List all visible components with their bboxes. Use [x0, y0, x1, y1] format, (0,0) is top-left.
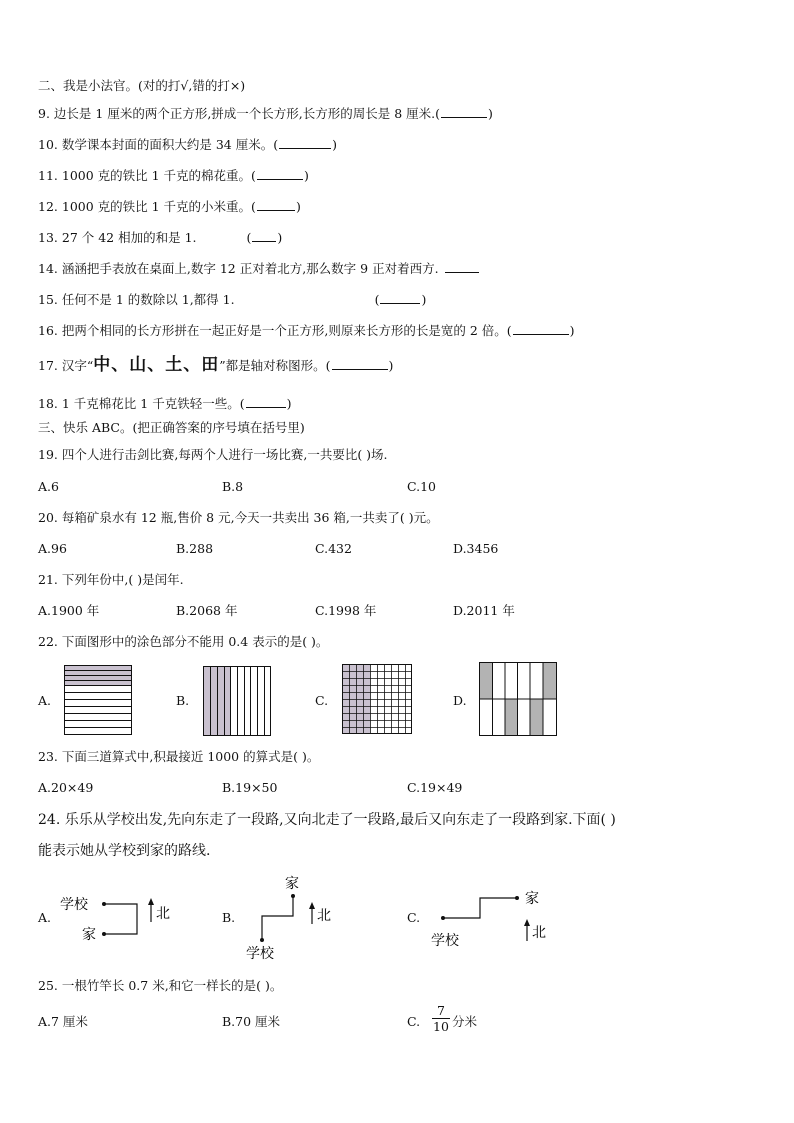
question-16 [38, 322, 575, 339]
question-number: 25. [38, 978, 58, 993]
question-text: 1 千克棉花比 1 千克铁轻一些。( [61, 396, 245, 411]
question-text: 下面图形中的涂色部分不能用 0.4 表示的是( )。 [61, 634, 329, 649]
paren-close: ) [295, 199, 301, 214]
answer-blank[interactable] [441, 105, 487, 118]
figure-d-blocks[interactable] [479, 662, 557, 736]
option-c-label[interactable]: C. [315, 693, 329, 708]
question-15 [38, 291, 426, 308]
option-a[interactable]: A.96 [38, 541, 67, 556]
paren-close: ) [286, 396, 292, 411]
option-b-label[interactable]: B. [176, 693, 190, 708]
question-24-line-2: 能表示她从学校到家的路线. [38, 843, 211, 859]
answer-blank[interactable] [513, 322, 569, 335]
question-text: 数学课本封面的面积大约是 34 厘米。( [61, 137, 279, 152]
option-a[interactable]: A.20×49 [38, 780, 94, 795]
question-22 [38, 634, 328, 650]
option-c-label: C. [407, 1014, 421, 1029]
paren-open: ( [246, 230, 252, 245]
question-text-post: ”都是轴对称图形。( [219, 358, 331, 373]
question-number: 16. [38, 323, 58, 338]
question-text-pre: 汉字“ [61, 358, 94, 373]
option-b[interactable]: B.8 [222, 479, 244, 494]
figure-a-horizontal-stripes[interactable] [64, 665, 132, 735]
question-text: 下列年份中,( )是闰年. [61, 572, 184, 587]
option-d[interactable]: D.2011 年 [453, 603, 515, 618]
question-18 [38, 395, 291, 412]
question-number: 24. [38, 812, 61, 828]
question-text: 1000 克的铁比 1 千克的棉花重。( [61, 168, 256, 183]
paren-close: ) [569, 323, 575, 338]
home-label: 家 [285, 876, 299, 892]
school-label: 学校 [60, 897, 88, 913]
paren-close: ) [303, 168, 309, 183]
route-diagram-b[interactable] [240, 872, 340, 964]
paren-close: ) [488, 106, 493, 121]
option-a-label[interactable]: A. [38, 910, 52, 925]
question-text: 任何不是 1 的数除以 1,都得 1. [61, 292, 235, 307]
question-text: 下面三道算式中,积最接近 1000 的算式是( )。 [61, 749, 320, 764]
question-12 [38, 198, 301, 215]
question-text: 涵涵把手表放在桌面上,数字 12 正对着北方,那么数字 9 正对着西方. [61, 261, 439, 276]
question-text: 边长是 1 厘米的两个正方形,拼成一个长方形,长方形的周长是 8 厘米.( [53, 106, 441, 121]
home-label: 家 [525, 891, 539, 907]
question-number: 23. [38, 749, 58, 764]
paren-close: ) [332, 137, 337, 152]
question-number: 9. [38, 106, 50, 121]
question-24-line-1 [38, 812, 616, 828]
answer-blank[interactable] [257, 167, 303, 180]
question-number: 14. [38, 261, 58, 276]
answer-blank[interactable] [332, 357, 388, 370]
question-number: 22. [38, 634, 58, 649]
option-c[interactable]: C.432 [315, 541, 352, 556]
north-label: 北 [532, 925, 546, 941]
question-17 [38, 357, 393, 374]
option-b[interactable]: B.19×50 [222, 780, 278, 795]
fraction-denominator: 10 [433, 1019, 449, 1034]
answer-blank[interactable] [252, 229, 276, 242]
question-11 [38, 167, 309, 184]
option-c[interactable] [407, 1014, 420, 1030]
question-number: 21. [38, 572, 58, 587]
north-label: 北 [317, 908, 331, 924]
question-text: 一根竹竿长 0.7 米,和它一样长的是( )。 [61, 978, 283, 993]
question-number: 13. [38, 230, 58, 245]
answer-blank[interactable] [257, 198, 295, 211]
question-text: 四个人进行击剑比赛,每两个人进行一场比赛,一共要比( )场. [61, 447, 388, 462]
home-label: 家 [82, 927, 96, 943]
question-number: 15. [38, 292, 58, 307]
answer-blank[interactable] [246, 395, 286, 408]
question-14 [38, 260, 480, 277]
section-3-heading: 三、快乐 ABC。(把正确答案的序号填在括号里) [38, 420, 305, 435]
school-label: 学校 [431, 933, 459, 949]
question-23 [38, 749, 319, 765]
paren-close: ) [277, 230, 283, 245]
question-text: 把两个相同的长方形拼在一起正好是一个正方形,则原来长方形的长是宽的 2 倍。( [61, 323, 512, 338]
paren-open: ( [374, 292, 380, 307]
question-21 [38, 572, 184, 588]
option-b[interactable]: B.288 [176, 541, 214, 556]
question-25 [38, 978, 282, 994]
option-a[interactable]: A.1900 年 [38, 603, 100, 618]
option-b[interactable]: B.70 厘米 [222, 1014, 281, 1029]
option-a[interactable]: A.6 [38, 479, 59, 494]
fraction-numerator: 7 [437, 1003, 445, 1018]
question-9 [38, 105, 493, 122]
figure-b-vertical-stripes[interactable] [203, 666, 271, 736]
route-diagram-a[interactable] [60, 890, 180, 946]
question-19 [38, 447, 388, 463]
section-2-heading: 二、我是小法官。(对的打√,错的打×) [38, 78, 246, 93]
answer-blank[interactable] [279, 136, 331, 149]
question-text: 1000 克的铁比 1 千克的小米重。( [61, 199, 256, 214]
school-label: 学校 [246, 946, 274, 962]
question-text: 27 个 42 相加的和是 1. [61, 230, 197, 245]
question-number: 19. [38, 447, 58, 462]
chinese-characters: 中、山、土、田 [93, 355, 220, 375]
option-b-label[interactable]: B. [222, 910, 236, 925]
question-text: 乐乐从学校出发,先向东走了一段路,又向北走了一段路,最后又向东走了一段路到家.下面( ) [64, 812, 616, 828]
fraction-unit: 分米 [452, 1014, 478, 1029]
figure-c-grid[interactable] [342, 664, 412, 734]
option-d[interactable]: D.3456 [453, 541, 499, 556]
option-c[interactable]: C.19×49 [407, 780, 463, 795]
option-d-label[interactable]: D. [453, 693, 467, 708]
option-c-label[interactable]: C. [407, 910, 421, 925]
question-number: 18. [38, 396, 58, 411]
north-label: 北 [156, 906, 170, 922]
question-10 [38, 136, 337, 153]
route-diagram-c[interactable] [425, 882, 555, 952]
option-a[interactable]: A.7 厘米 [38, 1014, 88, 1029]
question-13 [38, 229, 282, 246]
answer-blank[interactable] [380, 291, 420, 304]
question-number: 20. [38, 510, 58, 525]
option-c[interactable]: C.1998 年 [315, 603, 377, 618]
question-number: 12. [38, 199, 58, 214]
question-text: 每箱矿泉水有 12 瓶,售价 8 元,今天一共卖出 36 箱,一共卖了( )元。 [61, 510, 439, 525]
question-number: 10. [38, 137, 58, 152]
option-a-label[interactable]: A. [38, 693, 52, 708]
question-20 [38, 510, 439, 526]
paren-close: ) [388, 358, 394, 373]
answer-blank[interactable] [445, 260, 479, 273]
option-c[interactable]: C.10 [407, 479, 436, 494]
paren-close: ) [421, 292, 427, 307]
fraction [432, 1003, 450, 1034]
option-b[interactable]: B.2068 年 [176, 603, 238, 618]
question-number: 17. [38, 358, 58, 373]
question-number: 11. [38, 168, 58, 183]
